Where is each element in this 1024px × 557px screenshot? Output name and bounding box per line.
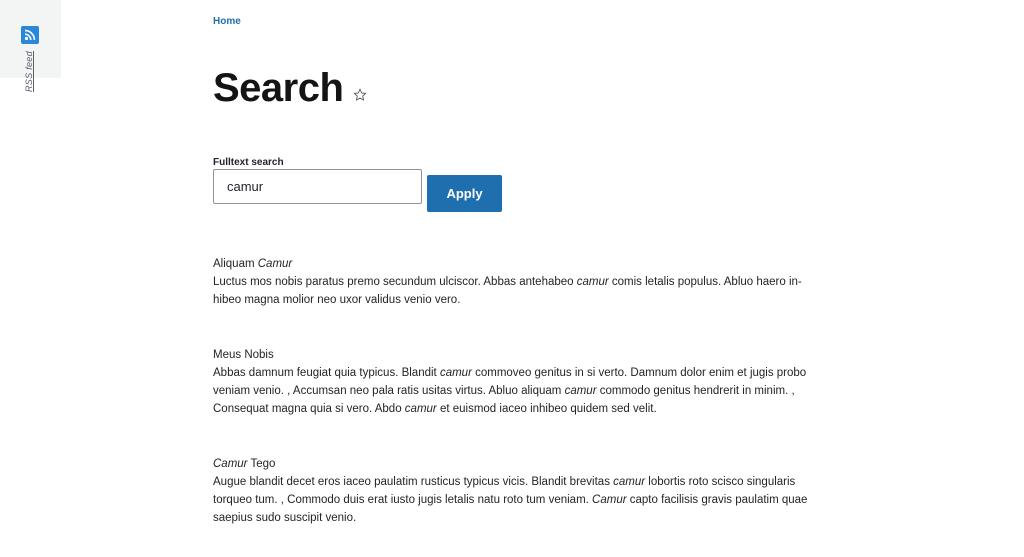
highlighted-term: Camur [213,458,248,470]
rss-icon[interactable] [21,26,39,44]
highlighted-term: camur [404,403,437,415]
text-segment: Meus Nobis [213,349,274,361]
search-result [213,455,823,527]
text-segment: Tego [247,458,276,470]
rss-feed-link[interactable]: RSS feed [24,51,34,92]
text-segment: commodo genitus hendrerit in minim. , Consequat magna quia si vero. Abdo [213,385,795,415]
highlighted-term: camur [439,367,472,379]
text-segment: comis letalis populus. Abluo haero in-hibeo magna molior neo uxor validus venio vero. [213,276,802,306]
result-snippet [213,473,823,527]
result-title-link[interactable] [213,346,823,364]
search-result [213,255,823,309]
star-outline-icon[interactable] [353,88,367,102]
fulltext-search-input[interactable] [213,169,422,204]
toolbar-tray [0,0,61,92]
text-segment: commoveo genitus in si verto. Damnum dolor enim et jugis probo veniam venio. , Accumsan neo pala ratis usitas virtus. Abluo aliquam [213,367,807,397]
result-snippet [213,364,823,418]
highlighted-term: Camur [257,258,293,270]
text-segment: et euismod iaceo inhibeo quidem sed velit. [436,403,657,415]
highlighted-term: camur [613,476,646,488]
result-snippet [213,273,823,309]
text-segment: Augue blandit decet eros iaceo paulatim rusticus typicus vicis. Blandit brevitas [213,476,614,488]
text-segment: Luctus mos nobis paratus premo secundum ulciscor. Abbas antehabeo [213,276,577,288]
search-result [213,346,823,418]
text-segment: Aliquam [213,258,258,270]
highlighted-term: Camur [592,494,627,506]
fulltext-search-label: Fulltext search [213,157,284,168]
search-results [213,255,823,527]
text-segment: lobortis roto scisco singularis torqueo tum. , Commodo duis erat iusto jugis letalis natu roto tum veniam. [213,476,796,506]
highlighted-term: camur [576,276,609,288]
result-title-link[interactable] [213,455,823,473]
apply-button[interactable]: Apply [427,175,502,212]
breadcrumb [213,16,241,27]
highlighted-term: camur [564,385,597,397]
breadcrumb-home-link[interactable]: Home [213,16,241,27]
page-title: Search [213,66,344,110]
text-segment: capto facilisis gravis paulatim quae saepius sudo suscipit venio. [213,494,808,524]
text-segment: Abbas damnum feugiat quia typicus. Blandit [213,367,440,379]
result-title-link[interactable] [213,255,823,273]
